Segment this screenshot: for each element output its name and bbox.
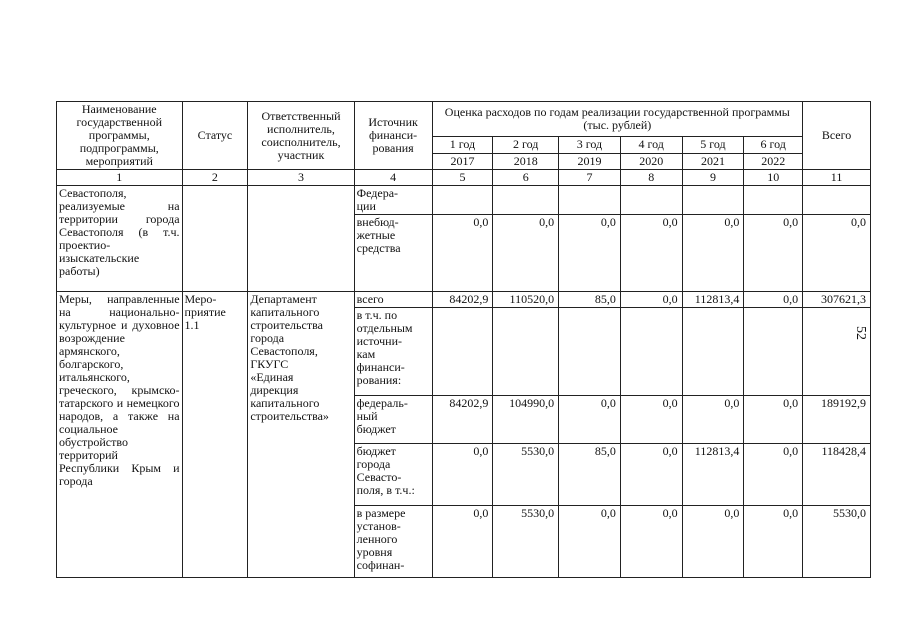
year-value: 2019	[559, 153, 621, 170]
value-cell	[620, 308, 682, 396]
year-value: 2022	[744, 153, 803, 170]
block-2	[57, 292, 871, 578]
responsible-cell	[248, 186, 354, 292]
value-cell: 112813,4	[682, 292, 744, 308]
column-number: 1	[57, 170, 183, 186]
column-number: 8	[620, 170, 682, 186]
status-cell	[182, 292, 248, 578]
source-cell	[354, 215, 432, 292]
value-cell: 0,0	[744, 396, 803, 444]
table-header	[57, 102, 871, 186]
total-cell	[803, 308, 871, 396]
header-responsible: Ответственный исполнитель, соисполнитель, участник	[248, 102, 354, 170]
column-number: 11	[803, 170, 871, 186]
source-text: всего	[356, 292, 384, 306]
value-cell: 0,0	[744, 292, 803, 308]
value-cell	[559, 186, 621, 215]
total-cell: 307621,3	[803, 292, 871, 308]
total-cell: 0,0	[803, 215, 871, 292]
responsible-text: Департамент капитального строительства города Севастополя, ГКУГС «Единая дирекция капитального строительства»	[250, 292, 329, 423]
status-cell	[182, 186, 248, 292]
value-cell: 5530,0	[493, 506, 559, 578]
value-cell	[744, 186, 803, 215]
year-value: 2017	[432, 153, 493, 170]
source-cell	[354, 396, 432, 444]
source-text: в размере установ- ленного уровня софинан-	[356, 506, 406, 572]
year-value: 2020	[620, 153, 682, 170]
value-cell: 0,0	[682, 215, 744, 292]
value-cell: 0,0	[620, 506, 682, 578]
value-cell	[744, 308, 803, 396]
total-cell	[803, 186, 871, 215]
value-cell: 0,0	[559, 506, 621, 578]
table-row	[57, 186, 871, 215]
page-number: 52	[853, 326, 868, 340]
total-cell: 189192,9	[803, 396, 871, 444]
value-cell	[682, 186, 744, 215]
value-cell: 0,0	[744, 506, 803, 578]
column-number: 9	[682, 170, 744, 186]
measure-name: Севастополя, реализуемые на территории города Севастополя (в т.ч. проектио-изыскательские работы)	[57, 186, 183, 292]
value-cell: 0,0	[432, 444, 493, 506]
header-total: Всего	[803, 102, 871, 170]
value-cell: 0,0	[432, 506, 493, 578]
source-cell	[354, 506, 432, 578]
header-name: Наименование государственной программы, подпрограммы, мероприятий	[57, 102, 183, 170]
status-text: Меро- приятие 1.1	[184, 292, 226, 332]
year-label: 3 год	[559, 137, 621, 153]
year-label: 6 год	[744, 137, 803, 153]
column-number-row	[57, 170, 871, 186]
block-1	[57, 186, 871, 292]
source-text: внебюд- жетные средства	[356, 215, 401, 255]
value-cell: 0,0	[620, 292, 682, 308]
total-cell: 5530,0	[803, 506, 871, 578]
value-cell: 0,0	[559, 215, 621, 292]
year-label: 2 год	[493, 137, 559, 153]
value-cell	[493, 308, 559, 396]
value-cell: 85,0	[559, 444, 621, 506]
year-value: 2021	[682, 153, 744, 170]
header-estimate: Оценка расходов по годам реализации государственной программы (тыс. рублей)	[432, 102, 803, 137]
value-cell	[432, 186, 493, 215]
value-cell: 5530,0	[493, 444, 559, 506]
source-text: в т.ч. по отдельным источни- кам финанси- рования:	[356, 308, 413, 387]
value-cell	[432, 308, 493, 396]
column-number: 6	[493, 170, 559, 186]
value-cell: 0,0	[620, 444, 682, 506]
responsible-cell	[248, 292, 354, 578]
column-number: 10	[744, 170, 803, 186]
value-cell: 84202,9	[432, 396, 493, 444]
source-cell	[354, 292, 432, 308]
value-cell: 104990,0	[493, 396, 559, 444]
value-cell: 0,0	[559, 396, 621, 444]
value-cell: 110520,0	[493, 292, 559, 308]
column-number: 5	[432, 170, 493, 186]
year-value: 2018	[493, 153, 559, 170]
header-status: Статус	[182, 102, 248, 170]
source-cell	[354, 308, 432, 396]
column-number: 4	[354, 170, 432, 186]
value-cell: 0,0	[682, 396, 744, 444]
value-cell: 84202,9	[432, 292, 493, 308]
source-cell	[354, 444, 432, 506]
value-cell	[493, 186, 559, 215]
header-source: Источник финанси-рования	[354, 102, 432, 170]
value-cell: 0,0	[620, 215, 682, 292]
source-text: бюджет города Севасто- поля, в т.ч.:	[356, 444, 415, 497]
value-cell	[682, 308, 744, 396]
source-text: Федера- ции	[356, 186, 399, 213]
value-cell: 85,0	[559, 292, 621, 308]
value-cell: 0,0	[744, 215, 803, 292]
year-label: 4 год	[620, 137, 682, 153]
source-text: федераль- ный бюджет	[356, 396, 408, 436]
column-number: 3	[248, 170, 354, 186]
column-number: 7	[559, 170, 621, 186]
source-cell	[354, 186, 432, 215]
value-cell: 112813,4	[682, 444, 744, 506]
value-cell	[559, 308, 621, 396]
table-row	[57, 292, 871, 308]
year-label: 5 год	[682, 137, 744, 153]
year-label: 1 год	[432, 137, 493, 153]
value-cell: 0,0	[744, 444, 803, 506]
total-cell: 118428,4	[803, 444, 871, 506]
column-number: 2	[182, 170, 248, 186]
value-cell: 0,0	[620, 396, 682, 444]
budget-table	[56, 101, 871, 578]
value-cell	[620, 186, 682, 215]
value-cell: 0,0	[682, 506, 744, 578]
measure-name: Меры, направленные на национально-культурное и духовное возрождение армянского, болгарского, итальянского, греческого, крымско-татарского и немецкого народов, а также на социальное обустройство территорий Республики Крым и города	[57, 292, 183, 578]
value-cell: 0,0	[493, 215, 559, 292]
value-cell: 0,0	[432, 215, 493, 292]
